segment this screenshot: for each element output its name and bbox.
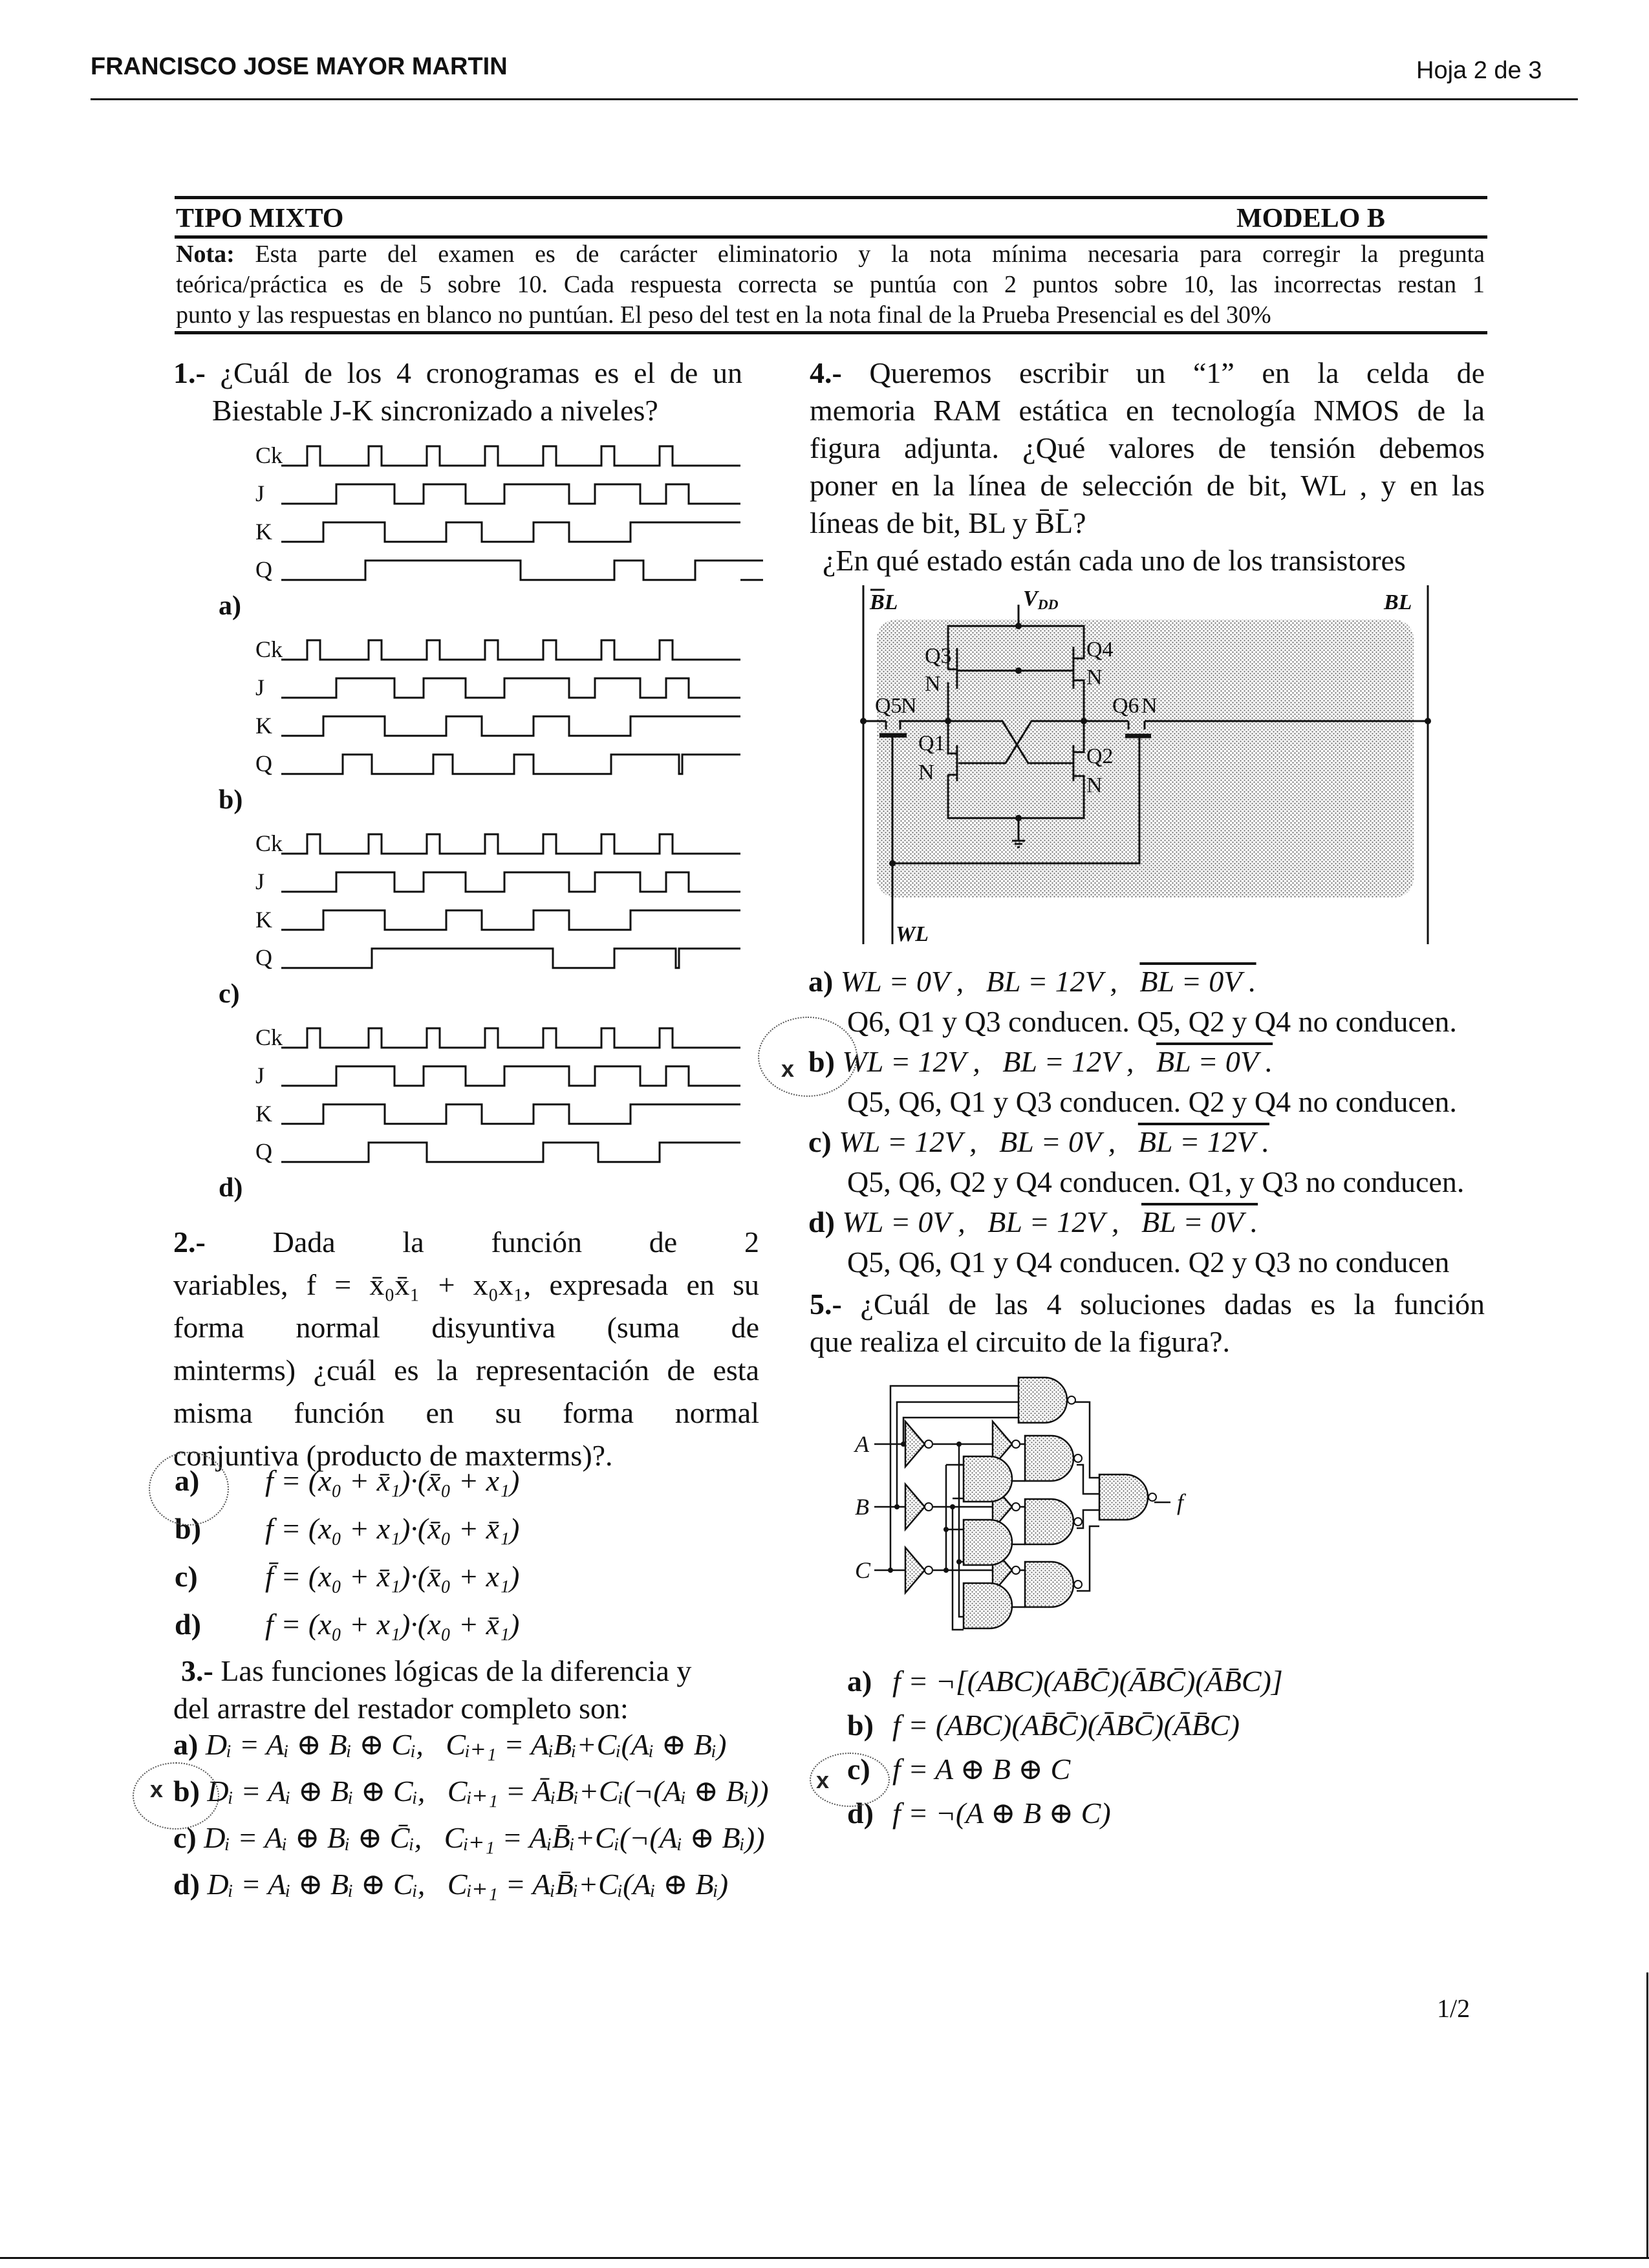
exam-note (176, 239, 1485, 330)
svg-text:Q: Q (255, 1138, 272, 1165)
svg-text:Q: Q (255, 944, 272, 971)
vdd-label: VDD (1023, 587, 1059, 612)
svg-text:Ck: Ck (255, 830, 283, 856)
svg-text:J: J (255, 1062, 265, 1088)
q4-text-6: ¿En qué estado están cada uno de los transistores (823, 544, 1406, 577)
q5-number: 5.- (810, 1288, 842, 1321)
q4-option-c[interactable]: c) WL = 12V , BL = 0V , BL = 12V . (808, 1125, 1269, 1158)
q2-text-6: conjuntiva (producto de maxterms)?. (173, 1439, 613, 1472)
q4-option-a[interactable]: a) WL = 0V , BL = 12V , BL = 0V . (808, 965, 1256, 998)
svg-text:b): b) (219, 785, 243, 815)
q4-option-b[interactable]: b) WL = 12V , BL = 12V , BL = 0V . (808, 1045, 1273, 1078)
q2-text-5: misma función en su forma normal (173, 1396, 759, 1429)
q1-number: 1.- (173, 356, 206, 389)
svg-text:Q: Q (255, 556, 272, 583)
q5-text-2: que realiza el circuito de la figura?. (810, 1325, 1231, 1358)
q3-text-2: del arrastre del restador completo son: (173, 1692, 629, 1725)
q1-text-2: Biestable J-K sincronizado a niveles? (212, 394, 658, 427)
q2-option-d[interactable]: d) f = (x₀ + x₁)·(x₀ + x̄₁) (175, 1608, 520, 1641)
svg-text:J: J (255, 674, 265, 700)
sram-cell-diagram (854, 576, 1461, 944)
q2-text-4: minterms) ¿cuál es la representación de esta (173, 1354, 759, 1387)
note-line-3: punto y las respuestas en blanco no puntúan. El peso del test en la nota final de la Prueba Presencial es del 30% (176, 301, 1271, 329)
q3-option-d[interactable]: d) Dᵢ = Aᵢ ⊕ Bᵢ ⊕ Cᵢ, Cᵢ₊₁ = AᵢB̄ᵢ+Cᵢ(Aᵢ ⊕ Bᵢ) (173, 1868, 729, 1901)
svg-text:N: N (925, 672, 941, 696)
input-a-label: A (855, 1431, 869, 1457)
q1-text-1: ¿Cuál de los 4 cronogramas es el de un (220, 356, 742, 389)
output-f-label: f (1177, 1489, 1184, 1515)
svg-text:K: K (255, 906, 272, 933)
bl-label: BL (1384, 590, 1412, 614)
q2-option-a[interactable]: a) f = (x₀ + x̄₁)·(x̄₀ + x₁) (175, 1464, 520, 1497)
note-label: Nota: (176, 241, 235, 268)
q4-x-mark: x (781, 1055, 795, 1082)
svg-text:d): d) (219, 1173, 243, 1203)
svg-text:Ck: Ck (255, 636, 283, 662)
q3-option-a[interactable]: a) Dᵢ = Aᵢ ⊕ Bᵢ ⊕ Cᵢ, Cᵢ₊₁ = AᵢBᵢ+Cᵢ(Aᵢ ⊕ Bᵢ) (173, 1728, 727, 1761)
q3-option-c[interactable]: c) Dᵢ = Aᵢ ⊕ Bᵢ ⊕ C̄ᵢ, Cᵢ₊₁ = AᵢB̄ᵢ+Cᵢ(¬(Aᵢ ⊕ Bᵢ)) (173, 1821, 765, 1854)
q5-option-d[interactable]: d) f = ¬(A ⊕ B ⊕ C) (847, 1797, 1111, 1830)
svg-text:c): c) (219, 979, 240, 1009)
q4-options (808, 964, 1494, 1280)
bl-bar-label: BL (870, 590, 898, 614)
svg-text:Ck: Ck (255, 442, 283, 468)
svg-text:N: N (1086, 773, 1103, 797)
q4-option-c-state: Q5, Q6, Q2 y Q4 conducen. Q1, y Q3 no conducen. (847, 1165, 1465, 1198)
q5-x-mark: x (816, 1767, 830, 1793)
q3-answer-mark (133, 1762, 219, 1830)
q5-option-c[interactable]: c) f = A ⊕ B ⊕ C (847, 1753, 1071, 1786)
note-line-2: teórica/práctica es de 5 sobre 10. Cada respuesta correcta se puntúa con 2 puntos sobre 10, las incorrectas restan 1 (176, 271, 1485, 298)
question-1 (173, 354, 742, 429)
exam-model: MODELO B (1236, 204, 1385, 233)
q3-text-1: Las funciones lógicas de la diferencia y (221, 1654, 692, 1687)
svg-text:Q2: Q2 (1086, 744, 1114, 768)
q2-text-3: forma normal disyuntiva (suma de (173, 1311, 759, 1344)
q5-text-1: ¿Cuál de las 4 soluciones dadas es la función (860, 1288, 1485, 1321)
q4-option-a-state: Q6, Q1 y Q3 conducen. Q5, Q2 y Q4 no conducen. (847, 1005, 1457, 1038)
svg-text:Q3: Q3 (925, 644, 952, 668)
q4-answer-mark (758, 1017, 857, 1097)
svg-text:N: N (1141, 694, 1158, 718)
q2-number: 2.- (173, 1226, 206, 1258)
q5-options (847, 1663, 1494, 1839)
q4-text-3: figura adjunta. ¿Qué valores de tensión debemos (810, 431, 1485, 464)
author-name: FRANCISCO JOSE MAYOR MARTIN (91, 53, 508, 80)
input-b-label: B (855, 1494, 869, 1520)
q3-options (173, 1727, 781, 1913)
scan-bottom-edge (0, 2257, 1649, 2259)
question-3 (173, 1652, 768, 1727)
q3-number: 3.- (181, 1654, 213, 1687)
svg-text:N: N (901, 694, 917, 718)
q2-answer-mark (149, 1452, 229, 1526)
q4-text-5: líneas de bit, BL y B̄L̄? (810, 506, 1086, 539)
svg-text:K: K (255, 1100, 272, 1127)
svg-text:J: J (255, 480, 265, 506)
exam-type: TIPO MIXTO (176, 204, 344, 233)
q4-option-b-state: Q5, Q6, Q1 y Q3 conducen. Q2 y Q4 no conducen. (847, 1085, 1457, 1118)
svg-text:N: N (918, 761, 934, 784)
svg-text:J: J (255, 868, 265, 894)
note-line-1: Esta parte del examen es de carácter eliminatorio y la nota mínima necesaria para corregir la pregunta (255, 241, 1485, 268)
q1-timing-diagrams (194, 427, 763, 1216)
banner-top-rule (175, 196, 1487, 199)
q2-option-b[interactable]: b) f = (x₀ + x₁)·(x̄₀ + x̄₁) (175, 1512, 520, 1545)
q2-text-1: Dada la función de 2 (272, 1226, 759, 1258)
q4-option-d-state: Q5, Q6, Q1 y Q4 conducen. Q2 y Q3 no conducen (847, 1246, 1450, 1279)
q5-option-a[interactable]: a) f = ¬[(ABC)(AB̄C̄)(ĀBC̄)(ĀB̄C)] (847, 1665, 1283, 1698)
q3-option-b[interactable]: b) Dᵢ = Aᵢ ⊕ Bᵢ ⊕ Cᵢ, Cᵢ₊₁ = ĀᵢBᵢ+Cᵢ(¬(Aᵢ ⊕ Bᵢ)) (173, 1775, 769, 1808)
svg-text:Q1: Q1 (918, 731, 945, 755)
q4-text-1: Queremos escribir un “1” en la celda de (869, 356, 1485, 389)
timing-diagram-a (219, 442, 763, 621)
banner-mid-rule (175, 235, 1487, 239)
question-2 (173, 1221, 759, 1477)
svg-text:Q: Q (255, 750, 272, 777)
q5-option-b[interactable]: b) f = (ABC)(AB̄C̄)(ĀBC̄)(ĀB̄C) (847, 1709, 1240, 1742)
header-rule (91, 98, 1578, 100)
timing-diagram-c (219, 830, 740, 1009)
q2-option-c[interactable]: c) f̄ = (x₀ + x̄₁)·(x̄₀ + x₁) (175, 1560, 520, 1593)
q2-text-2: variables, f = x̄₀x̄₁ + x₀x₁, expresada en su (173, 1268, 759, 1301)
q4-text-2: memoria RAM estática en tecnología NMOS de la (810, 394, 1485, 427)
svg-text:Q6: Q6 (1112, 694, 1139, 718)
svg-text:K: K (255, 518, 272, 545)
svg-text:Ck: Ck (255, 1024, 283, 1050)
q2-options (173, 1463, 755, 1654)
q3-x-mark: x (150, 1776, 164, 1802)
svg-text:K: K (255, 712, 272, 739)
svg-text:a): a) (219, 591, 241, 621)
q4-text-4: poner en la línea de selección de bit, WL , y en las (810, 469, 1485, 502)
svg-text:Q5: Q5 (875, 694, 902, 718)
q4-option-d[interactable]: d) WL = 0V , BL = 12V , BL = 0V . (808, 1205, 1258, 1238)
q4-number: 4.- (810, 356, 842, 389)
sheet-number: Hoja 2 de 3 (1416, 57, 1542, 84)
question-4 (810, 354, 1485, 579)
scan-right-edge (1646, 1972, 1648, 2257)
svg-text:Q4: Q4 (1086, 638, 1114, 662)
input-c-label: C (855, 1557, 871, 1583)
logic-circuit-diagram (854, 1365, 1436, 1643)
banner-bottom-rule (175, 331, 1487, 334)
question-5 (810, 1286, 1485, 1361)
svg-text:N: N (1086, 665, 1103, 689)
page-number: 1/2 (1437, 1994, 1471, 2023)
svg-text:WL: WL (896, 922, 929, 944)
timing-diagram-b (219, 636, 740, 815)
timing-diagram-d (219, 1024, 740, 1203)
